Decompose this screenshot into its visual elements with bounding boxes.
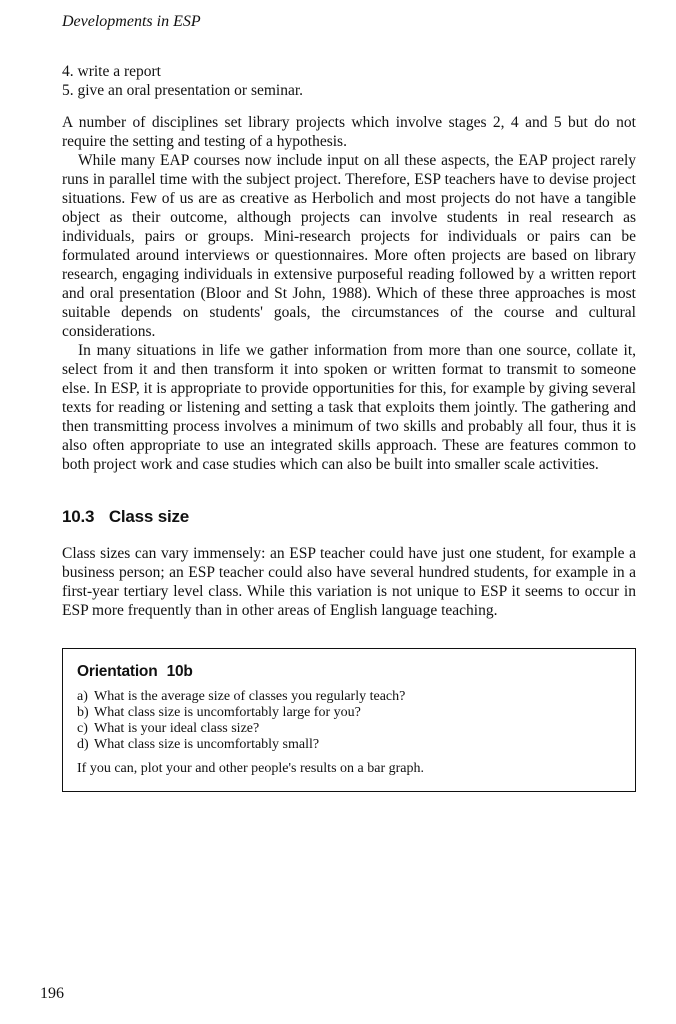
question-letter: d): [77, 737, 89, 752]
orientation-note: If you can, plot your and other people's results on a bar graph.: [77, 761, 424, 776]
paragraph-eap-projects: While many EAP courses now include input on all these aspects, the EAP project rarely runs in parallel time with the subject project. Therefore, ESP teachers have to devise project situations. Few of us are as creative as Herbolich and most projects do not have a tangible object as their outcome, although projects can involve students in real research as individuals, pairs or groups. Mini-research projects for individuals or pairs can be formulated around interviews or questionnaires. More often projects are based on library research, engaging individuals in extensive purposeful reading followed by a written report and oral presentation (Bloor and St John, 1988). Which of these three approaches is most suitable depends on students' goals, the circumstances of the course and cultural considerations.: [62, 152, 636, 340]
paragraph-library-projects: A number of disciplines set library projects which involve stages 2, 4 and 5 but do not require the setting and testing of a hypothesis.: [62, 114, 636, 150]
list-text: write a report: [77, 63, 161, 80]
question-text: What is your ideal class size?: [94, 721, 260, 736]
page-body: [62, 62, 636, 792]
section-number: 10.3: [62, 507, 95, 526]
question-text: What class size is uncomfortably large for you?: [94, 705, 361, 720]
question-item: [77, 721, 621, 737]
paragraph-gathering-information: In many situations in life we gather information from more than one source, collate it, select from it and then transform it into spoken or written format to transmit to someone else. In ESP, it is appropriate to provide opportunities for this, for example by giving several texts for reading or listening and setting a task that exploits them jointly. The gathering and then transmitting process involves a minimum of two skills and probably all four, thus it is also often appropriate to use an integrated skills approach. These are features common to both project work and case studies which can also be built into smaller scale activities.: [62, 342, 636, 473]
question-item: [77, 689, 621, 705]
question-item: [77, 737, 621, 753]
question-letter: b): [77, 705, 89, 720]
question-text: What class size is uncomfortably small?: [94, 737, 320, 752]
orientation-box: [62, 648, 636, 792]
orientation-label: Orientation: [77, 663, 158, 680]
orientation-number: 10b: [166, 663, 193, 680]
paragraph-class-size: Class sizes can vary immensely: an ESP teacher could have just one student, for example a business person; an ESP teacher could also have several hundred students, for example in a first-year tertiary level class. While this variation is not unique to ESP it seems to occur in ESP more frequently than in other areas of English language teaching.: [62, 545, 636, 619]
list-number: 5.: [62, 82, 74, 99]
question-letter: c): [77, 721, 88, 736]
question-text: What is the average size of classes you regularly teach?: [94, 689, 406, 704]
numbered-list: [62, 62, 636, 100]
question-letter: a): [77, 689, 88, 704]
page-number: 196: [40, 985, 64, 1002]
section-title: Class size: [108, 507, 190, 526]
list-item: [62, 81, 636, 100]
orientation-title: [77, 663, 621, 681]
question-item: [77, 705, 621, 721]
running-head: Developments in ESP: [62, 13, 201, 30]
section-heading: [62, 507, 636, 527]
list-item: [62, 62, 636, 81]
list-text: give an oral presentation or seminar.: [77, 82, 304, 99]
list-number: 4.: [62, 63, 74, 80]
